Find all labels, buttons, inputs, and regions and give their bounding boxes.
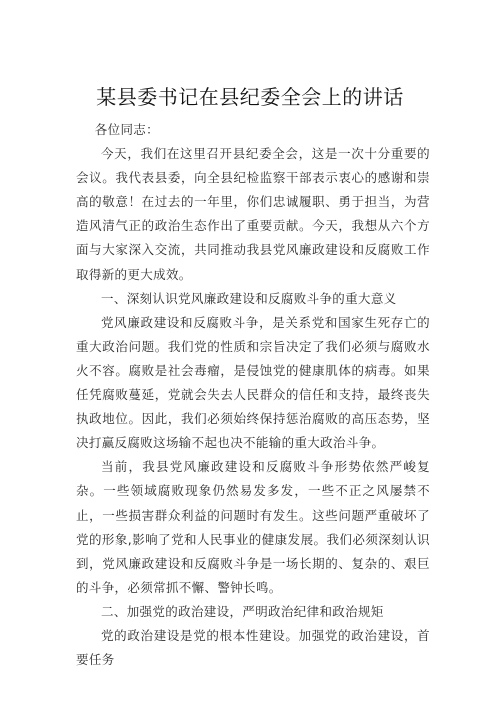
salutation: 各位同志： — [94, 122, 160, 137]
document-title: 某县委书记在县纪委全会上的讲话 — [96, 85, 404, 109]
section-heading-2: 二、加强党的政治建设，严明政治纪律和政治规矩 — [101, 603, 384, 619]
section-heading-1: 一、深刻认识党风廉政建设和反腐败斗争的重大意义 — [101, 290, 397, 306]
paragraph-intro: 今天，我们在这里召开县纪委全会，这是一次十分重要的会议。我代表县委，向全县纪检监察干部表示衷心的感谢和崇高的敬意！在过去的一年里，你们忠诚履职、勇于担当，为营造风清气正的政治生态作出了重要贡献。今天，我想从六个方面与大家深入交流，共同推动我县党风廉政建设和反腐败工作取得新的更大成效。 — [76, 146, 430, 282]
paragraph-current-situation: 当前，我县党风廉政建设和反腐败斗争形势依然严峻复杂。一些领域腐败现象仍然易发多发，一些不正之风屡禁不止，一些损害群众利益的问题时有发生。这些问题严重破坏了党的形象,影响了党和人民事业的健康发展。我们必须深刻认识到，党风廉政建设和反腐败斗争是一场长期的、复杂的、艰巨的斗争，必须常抓不懈、警钟长鸣。 — [76, 459, 430, 595]
document-body — [76, 118, 430, 672]
paragraph-political-building: 党的政治建设是党的根本性建设。加强党的政治建设，首要任务 — [76, 627, 430, 668]
paragraph-significance: 党风廉政建设和反腐败斗争，是关系党和国家生死存亡的重大政治问题。我们党的性质和宗旨决定了我们必须与腐败水火不容。腐败是社会毒瘤，是侵蚀党的健康肌体的病毒。如果任凭腐败蔓延，党就会失去人民群众的信任和支持，最终丧失执政地位。因此，我们必须始终保持惩治腐败的高压态势，坚决打赢反腐败这场输不起也决不能输的重大政治斗争。 — [76, 314, 430, 451]
